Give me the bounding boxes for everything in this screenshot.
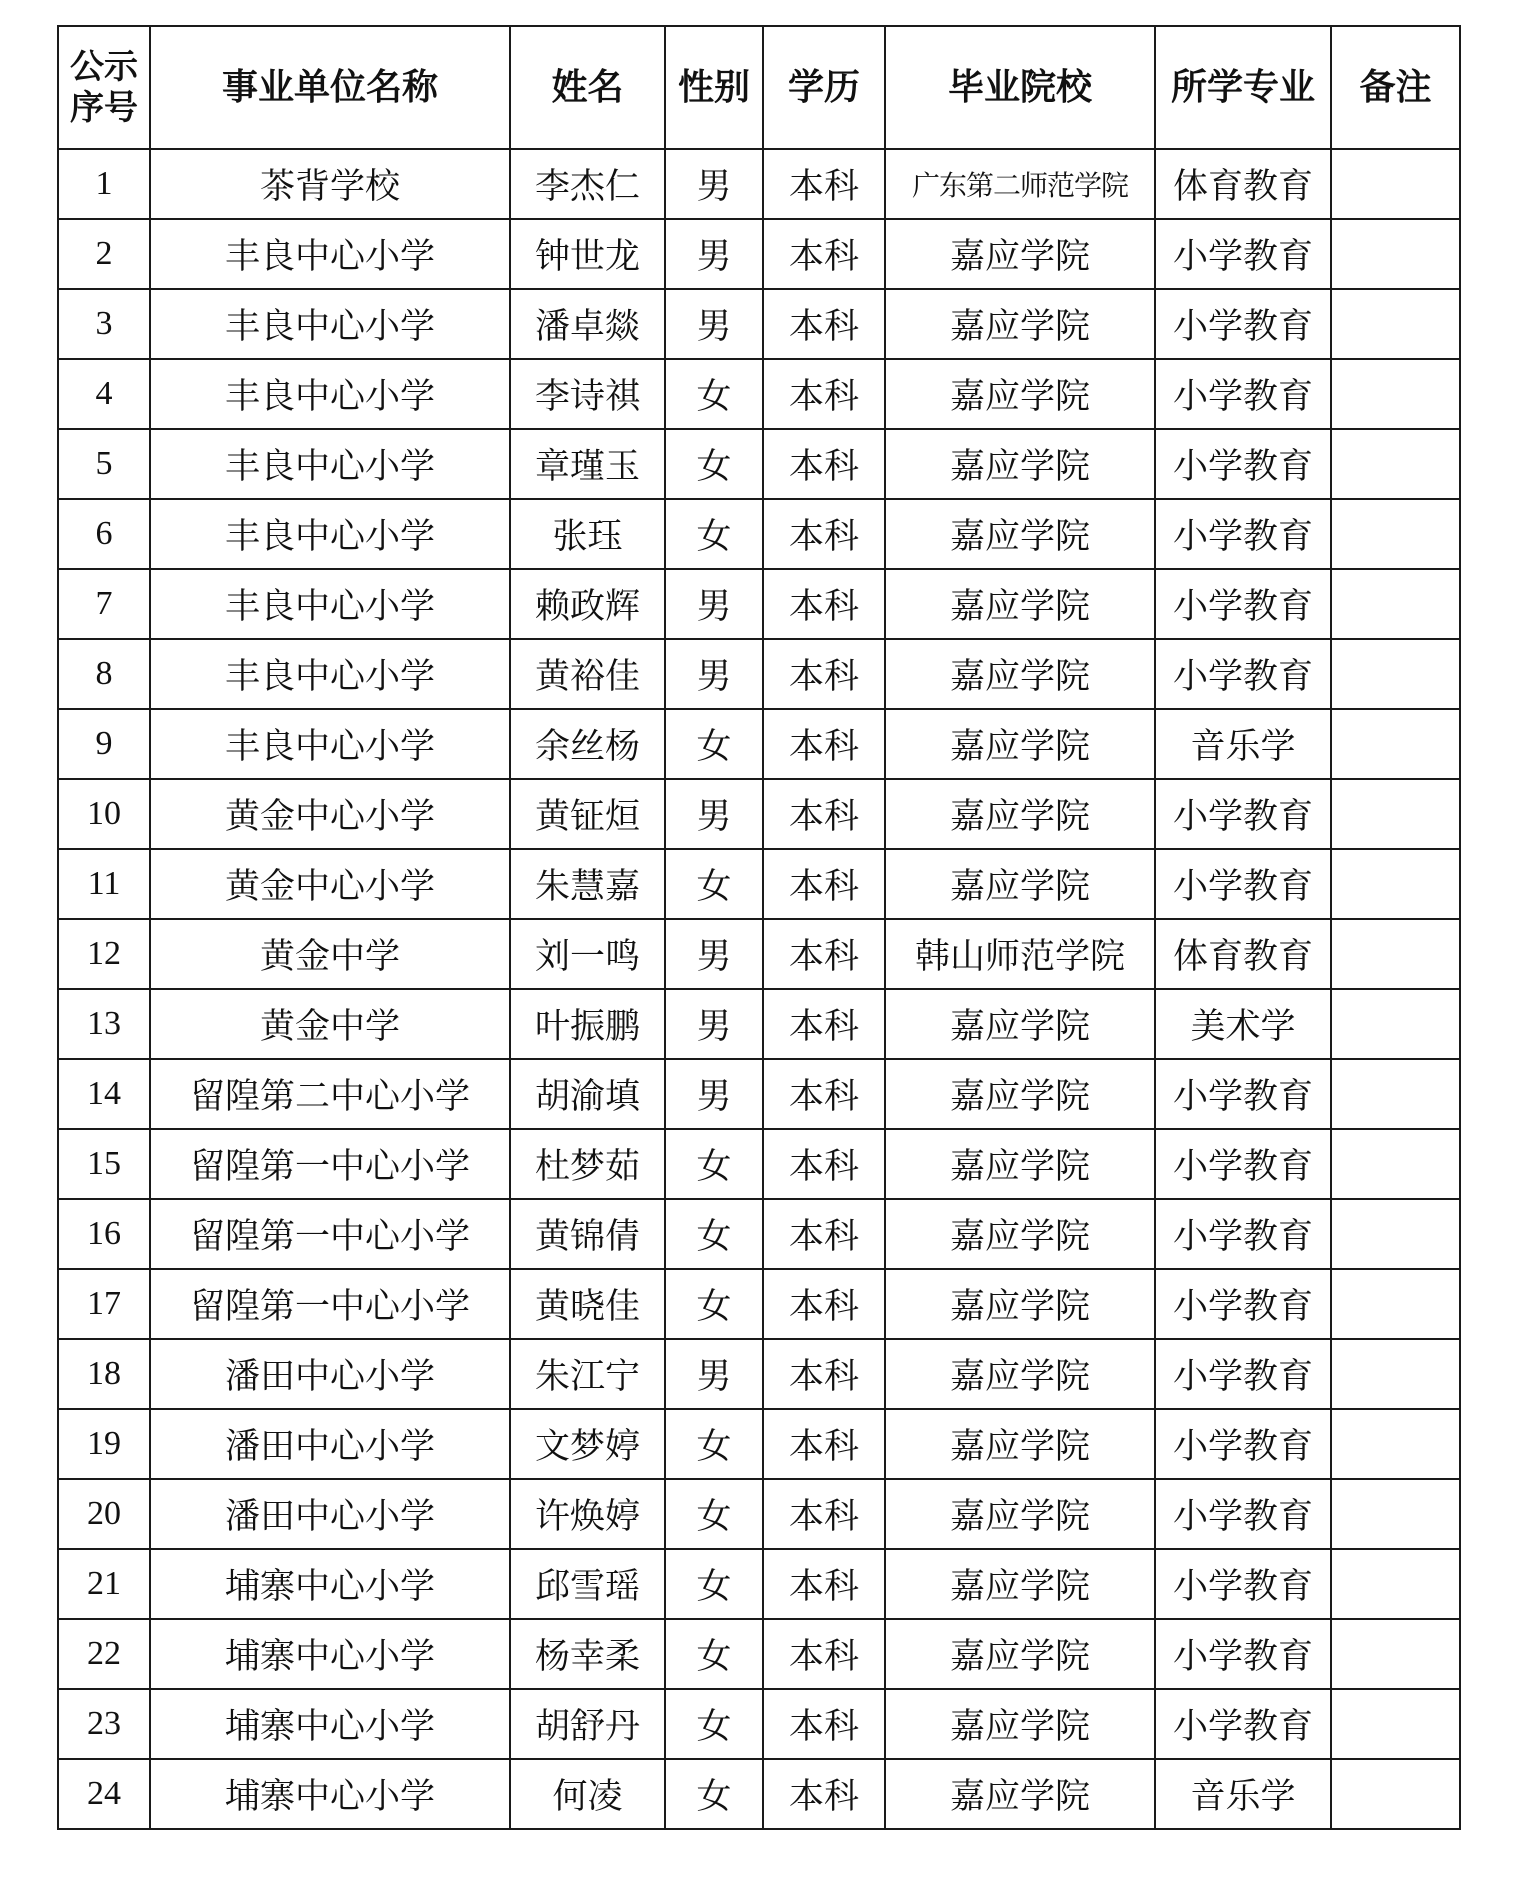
cell-major: 小学教育 — [1155, 1549, 1331, 1619]
cell-unit: 埔寨中心小学 — [150, 1689, 510, 1759]
cell-school: 嘉应学院 — [885, 1759, 1155, 1829]
cell-seq: 5 — [58, 429, 150, 499]
cell-school: 嘉应学院 — [885, 779, 1155, 849]
cell-name: 刘一鸣 — [510, 919, 665, 989]
cell-name: 朱江宁 — [510, 1339, 665, 1409]
cell-education: 本科 — [763, 1759, 885, 1829]
cell-seq: 12 — [58, 919, 150, 989]
cell-seq: 24 — [58, 1759, 150, 1829]
cell-education: 本科 — [763, 709, 885, 779]
cell-name: 杜梦茹 — [510, 1129, 665, 1199]
cell-note — [1331, 639, 1460, 709]
cell-gender: 女 — [665, 1619, 763, 1689]
cell-school: 嘉应学院 — [885, 1269, 1155, 1339]
cell-unit: 丰良中心小学 — [150, 709, 510, 779]
table-row — [58, 429, 1460, 499]
cell-education: 本科 — [763, 1339, 885, 1409]
cell-name: 邱雪瑶 — [510, 1549, 665, 1619]
cell-education: 本科 — [763, 919, 885, 989]
cell-unit: 留隍第一中心小学 — [150, 1199, 510, 1269]
table-row — [58, 359, 1460, 429]
cell-school: 嘉应学院 — [885, 1199, 1155, 1269]
cell-education: 本科 — [763, 1199, 885, 1269]
cell-seq: 11 — [58, 849, 150, 919]
cell-name: 黄锦倩 — [510, 1199, 665, 1269]
cell-gender: 男 — [665, 1339, 763, 1409]
cell-major: 小学教育 — [1155, 1409, 1331, 1479]
cell-name: 黄钲烜 — [510, 779, 665, 849]
cell-school: 嘉应学院 — [885, 1339, 1155, 1409]
cell-major: 小学教育 — [1155, 219, 1331, 289]
cell-school: 嘉应学院 — [885, 219, 1155, 289]
cell-name: 杨幸柔 — [510, 1619, 665, 1689]
cell-name: 钟世龙 — [510, 219, 665, 289]
cell-note — [1331, 289, 1460, 359]
cell-seq: 1 — [58, 149, 150, 219]
table-row — [58, 709, 1460, 779]
cell-education: 本科 — [763, 1059, 885, 1129]
cell-major: 小学教育 — [1155, 359, 1331, 429]
cell-major: 小学教育 — [1155, 1269, 1331, 1339]
cell-education: 本科 — [763, 569, 885, 639]
cell-major: 小学教育 — [1155, 1689, 1331, 1759]
cell-name: 黄晓佳 — [510, 1269, 665, 1339]
cell-unit: 黄金中学 — [150, 989, 510, 1059]
cell-major: 体育教育 — [1155, 919, 1331, 989]
cell-gender: 女 — [665, 1269, 763, 1339]
cell-gender: 男 — [665, 639, 763, 709]
cell-name: 叶振鹏 — [510, 989, 665, 1059]
cell-gender: 男 — [665, 919, 763, 989]
cell-gender: 女 — [665, 1759, 763, 1829]
cell-education: 本科 — [763, 1689, 885, 1759]
cell-major: 小学教育 — [1155, 1059, 1331, 1129]
cell-seq: 19 — [58, 1409, 150, 1479]
cell-major: 小学教育 — [1155, 1129, 1331, 1199]
cell-seq: 7 — [58, 569, 150, 639]
table-row — [58, 1549, 1460, 1619]
table-row — [58, 989, 1460, 1059]
cell-note — [1331, 849, 1460, 919]
table-row — [58, 149, 1460, 219]
cell-seq: 10 — [58, 779, 150, 849]
cell-gender: 女 — [665, 499, 763, 569]
cell-note — [1331, 569, 1460, 639]
cell-unit: 丰良中心小学 — [150, 359, 510, 429]
cell-education: 本科 — [763, 779, 885, 849]
cell-gender: 女 — [665, 1549, 763, 1619]
cell-note — [1331, 429, 1460, 499]
cell-gender: 女 — [665, 849, 763, 919]
cell-gender: 男 — [665, 289, 763, 359]
cell-education: 本科 — [763, 149, 885, 219]
cell-seq: 16 — [58, 1199, 150, 1269]
cell-seq: 17 — [58, 1269, 150, 1339]
cell-unit: 黄金中心小学 — [150, 849, 510, 919]
cell-name: 黄裕佳 — [510, 639, 665, 709]
table-row — [58, 1339, 1460, 1409]
cell-note — [1331, 1199, 1460, 1269]
cell-note — [1331, 1619, 1460, 1689]
cell-major: 音乐学 — [1155, 709, 1331, 779]
cell-note — [1331, 1339, 1460, 1409]
cell-school: 嘉应学院 — [885, 1479, 1155, 1549]
cell-unit: 丰良中心小学 — [150, 569, 510, 639]
cell-note — [1331, 1549, 1460, 1619]
cell-education: 本科 — [763, 359, 885, 429]
cell-seq: 18 — [58, 1339, 150, 1409]
cell-major: 小学教育 — [1155, 1479, 1331, 1549]
cell-school: 嘉应学院 — [885, 1129, 1155, 1199]
header-name: 姓名 — [510, 26, 665, 149]
cell-name: 胡舒丹 — [510, 1689, 665, 1759]
cell-school: 广东第二师范学院 — [885, 149, 1155, 219]
cell-school: 嘉应学院 — [885, 1549, 1155, 1619]
cell-gender: 男 — [665, 219, 763, 289]
cell-unit: 丰良中心小学 — [150, 219, 510, 289]
cell-major: 小学教育 — [1155, 1199, 1331, 1269]
cell-gender: 女 — [665, 1129, 763, 1199]
cell-unit: 潘田中心小学 — [150, 1409, 510, 1479]
cell-unit: 埔寨中心小学 — [150, 1619, 510, 1689]
cell-name: 许焕婷 — [510, 1479, 665, 1549]
cell-name: 朱慧嘉 — [510, 849, 665, 919]
cell-education: 本科 — [763, 1549, 885, 1619]
cell-unit: 丰良中心小学 — [150, 499, 510, 569]
header-row — [58, 26, 1460, 149]
cell-seq: 8 — [58, 639, 150, 709]
cell-name: 李诗祺 — [510, 359, 665, 429]
table-row — [58, 849, 1460, 919]
cell-major: 体育教育 — [1155, 149, 1331, 219]
cell-name: 赖政辉 — [510, 569, 665, 639]
cell-school: 嘉应学院 — [885, 499, 1155, 569]
cell-note — [1331, 1409, 1460, 1479]
cell-school: 嘉应学院 — [885, 639, 1155, 709]
cell-name: 章瑾玉 — [510, 429, 665, 499]
cell-gender: 女 — [665, 1689, 763, 1759]
cell-gender: 男 — [665, 989, 763, 1059]
cell-name: 何凌 — [510, 1759, 665, 1829]
cell-education: 本科 — [763, 1619, 885, 1689]
header-seq — [58, 26, 150, 149]
cell-major: 小学教育 — [1155, 429, 1331, 499]
cell-major: 小学教育 — [1155, 779, 1331, 849]
header-gender: 性别 — [665, 26, 763, 149]
table-row — [58, 1689, 1460, 1759]
cell-gender: 女 — [665, 709, 763, 779]
cell-education: 本科 — [763, 429, 885, 499]
cell-major: 美术学 — [1155, 989, 1331, 1059]
cell-note — [1331, 499, 1460, 569]
table-row — [58, 219, 1460, 289]
cell-unit: 留隍第二中心小学 — [150, 1059, 510, 1129]
cell-gender: 女 — [665, 1479, 763, 1549]
cell-unit: 潘田中心小学 — [150, 1339, 510, 1409]
table-row — [58, 779, 1460, 849]
cell-seq: 14 — [58, 1059, 150, 1129]
cell-school: 嘉应学院 — [885, 1059, 1155, 1129]
cell-name: 潘卓燚 — [510, 289, 665, 359]
cell-unit: 黄金中心小学 — [150, 779, 510, 849]
cell-education: 本科 — [763, 1409, 885, 1479]
cell-school: 嘉应学院 — [885, 709, 1155, 779]
cell-school: 嘉应学院 — [885, 849, 1155, 919]
cell-seq: 4 — [58, 359, 150, 429]
table-row — [58, 1479, 1460, 1549]
cell-note — [1331, 709, 1460, 779]
cell-education: 本科 — [763, 289, 885, 359]
cell-major: 小学教育 — [1155, 499, 1331, 569]
roster-table — [57, 25, 1461, 1830]
table-row — [58, 1409, 1460, 1479]
cell-school: 嘉应学院 — [885, 429, 1155, 499]
cell-unit: 丰良中心小学 — [150, 639, 510, 709]
cell-unit: 茶背学校 — [150, 149, 510, 219]
cell-note — [1331, 1269, 1460, 1339]
cell-seq: 13 — [58, 989, 150, 1059]
table-row — [58, 1059, 1460, 1129]
header-seq-line1: 公示 — [70, 46, 138, 87]
header-school: 毕业院校 — [885, 26, 1155, 149]
cell-school: 嘉应学院 — [885, 289, 1155, 359]
cell-seq: 22 — [58, 1619, 150, 1689]
cell-education: 本科 — [763, 1479, 885, 1549]
cell-name: 余丝杨 — [510, 709, 665, 779]
header-unit: 事业单位名称 — [150, 26, 510, 149]
cell-note — [1331, 1759, 1460, 1829]
cell-seq: 21 — [58, 1549, 150, 1619]
cell-major: 小学教育 — [1155, 849, 1331, 919]
cell-education: 本科 — [763, 499, 885, 569]
cell-gender: 男 — [665, 149, 763, 219]
cell-note — [1331, 919, 1460, 989]
cell-unit: 埔寨中心小学 — [150, 1759, 510, 1829]
cell-seq: 3 — [58, 289, 150, 359]
table-row — [58, 499, 1460, 569]
cell-gender: 女 — [665, 359, 763, 429]
cell-school: 嘉应学院 — [885, 1619, 1155, 1689]
cell-unit: 黄金中学 — [150, 919, 510, 989]
cell-major: 音乐学 — [1155, 1759, 1331, 1829]
cell-education: 本科 — [763, 219, 885, 289]
cell-major: 小学教育 — [1155, 1619, 1331, 1689]
cell-note — [1331, 1689, 1460, 1759]
cell-gender: 男 — [665, 569, 763, 639]
cell-note — [1331, 1059, 1460, 1129]
cell-major: 小学教育 — [1155, 1339, 1331, 1409]
cell-gender: 女 — [665, 1199, 763, 1269]
table-row — [58, 639, 1460, 709]
cell-unit: 丰良中心小学 — [150, 289, 510, 359]
cell-gender: 女 — [665, 429, 763, 499]
cell-note — [1331, 219, 1460, 289]
cell-name: 张珏 — [510, 499, 665, 569]
cell-education: 本科 — [763, 639, 885, 709]
cell-name: 文梦婷 — [510, 1409, 665, 1479]
cell-education: 本科 — [763, 1129, 885, 1199]
cell-school: 嘉应学院 — [885, 569, 1155, 639]
table-row — [58, 1269, 1460, 1339]
cell-unit: 丰良中心小学 — [150, 429, 510, 499]
table-row — [58, 1199, 1460, 1269]
cell-major: 小学教育 — [1155, 569, 1331, 639]
cell-school: 嘉应学院 — [885, 1689, 1155, 1759]
header-note: 备注 — [1331, 26, 1460, 149]
table-row — [58, 1619, 1460, 1689]
cell-major: 小学教育 — [1155, 639, 1331, 709]
cell-note — [1331, 1129, 1460, 1199]
table-row — [58, 919, 1460, 989]
cell-seq: 6 — [58, 499, 150, 569]
cell-unit: 留隍第一中心小学 — [150, 1269, 510, 1339]
cell-major: 小学教育 — [1155, 289, 1331, 359]
header-education: 学历 — [763, 26, 885, 149]
table-row — [58, 289, 1460, 359]
cell-school: 韩山师范学院 — [885, 919, 1155, 989]
cell-education: 本科 — [763, 989, 885, 1059]
cell-school: 嘉应学院 — [885, 989, 1155, 1059]
cell-seq: 23 — [58, 1689, 150, 1759]
table-row — [58, 1759, 1460, 1829]
cell-note — [1331, 149, 1460, 219]
cell-unit: 潘田中心小学 — [150, 1479, 510, 1549]
table-row — [58, 569, 1460, 639]
cell-seq: 9 — [58, 709, 150, 779]
cell-gender: 女 — [665, 1409, 763, 1479]
cell-gender: 男 — [665, 779, 763, 849]
cell-seq: 2 — [58, 219, 150, 289]
cell-name: 胡渝填 — [510, 1059, 665, 1129]
cell-unit: 留隍第一中心小学 — [150, 1129, 510, 1199]
cell-education: 本科 — [763, 849, 885, 919]
cell-education: 本科 — [763, 1269, 885, 1339]
cell-seq: 15 — [58, 1129, 150, 1199]
cell-note — [1331, 359, 1460, 429]
cell-school: 嘉应学院 — [885, 1409, 1155, 1479]
cell-note — [1331, 779, 1460, 849]
cell-name: 李杰仁 — [510, 149, 665, 219]
cell-seq: 20 — [58, 1479, 150, 1549]
table-row — [58, 1129, 1460, 1199]
cell-note — [1331, 1479, 1460, 1549]
cell-school: 嘉应学院 — [885, 359, 1155, 429]
header-seq-line2: 序号 — [70, 87, 138, 128]
cell-note — [1331, 989, 1460, 1059]
header-major: 所学专业 — [1155, 26, 1331, 149]
cell-gender: 男 — [665, 1059, 763, 1129]
cell-unit: 埔寨中心小学 — [150, 1549, 510, 1619]
